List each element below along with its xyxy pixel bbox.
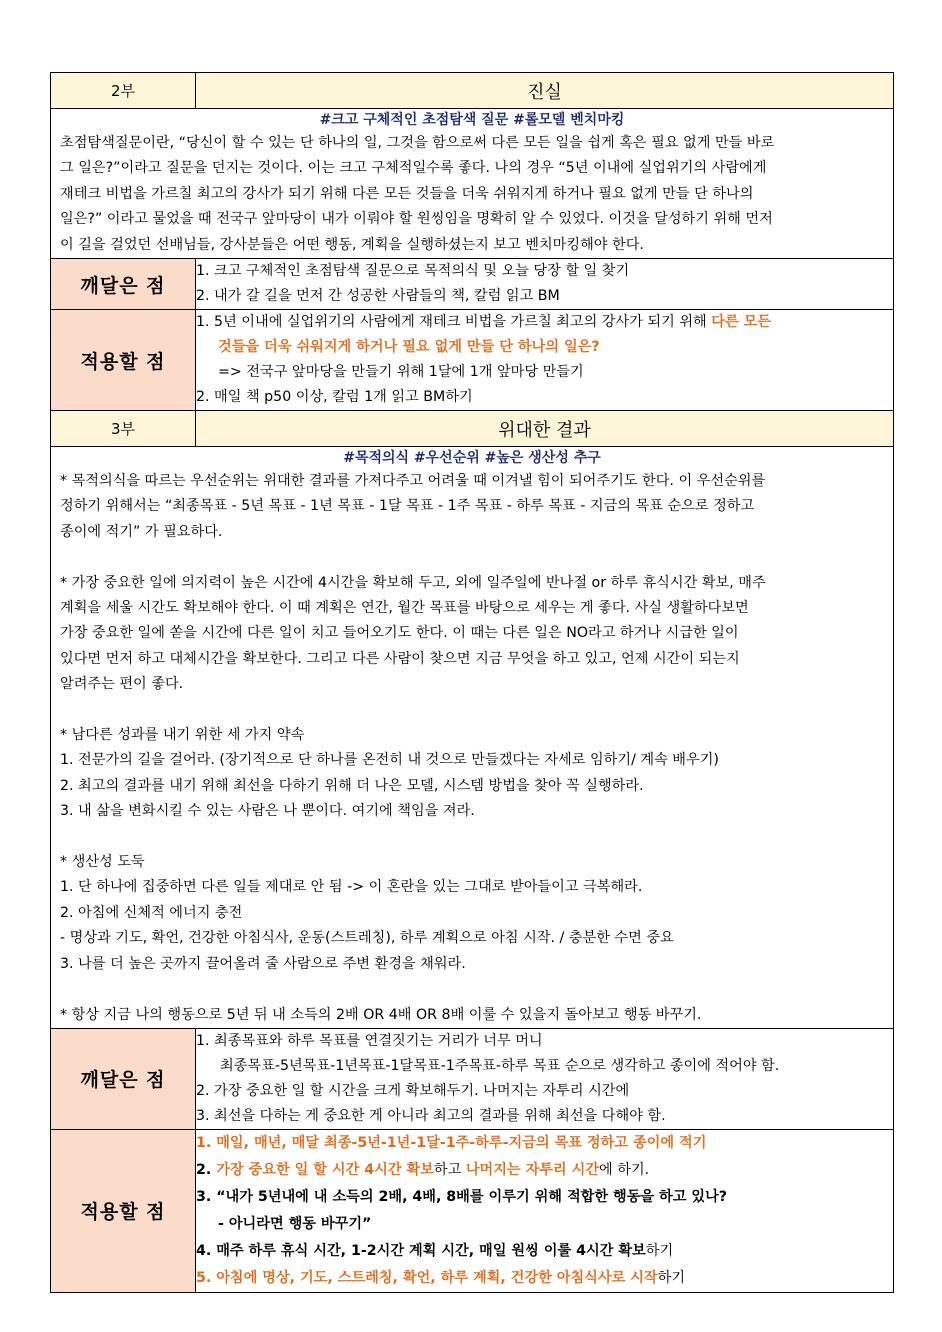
- part3-header-row: [51, 411, 894, 447]
- apply-item-4: [196, 1238, 893, 1265]
- part2-body-line: 일은?” 이라고 물었을 때 전국구 앞마당이 내가 이뤄야 할 원씽임을 명확히 알 수 있었다. 이것을 달성하기 위해 먼저: [60, 211, 773, 228]
- realization-item-sub: 최종목표-5년목표-1년목표-1달목표-1주목표-하루 목표 순으로 생각하고 종이에 적어야 함.: [220, 1057, 780, 1074]
- part2-label-cell: [51, 73, 196, 109]
- part2-body-line: 재테크 비법을 가르칠 최고의 강사가 되기 위해 다른 모든 것들을 더욱 쉬워지게 하거나 필요 없게 만들 단 하나의: [60, 185, 754, 202]
- part3-realization-items: [196, 1028, 894, 1129]
- apply-item-3: 3. “내가 5년내에 내 소득의 2배, 4배, 8배를 이루기 위해 적합한 행동을 하고 있나?: [196, 1188, 728, 1205]
- apply-item-2-highlight-a: 가장 중요한 일 할 시간 4시간 확보: [216, 1161, 434, 1178]
- part3-body-line: 1. 전문가의 길을 걸어라. (장기적으로 단 하나를 온전히 내 것으로 만들겠다는 자세로 임하기/ 계속 배우기): [60, 752, 719, 769]
- part3-realization-label: 깨달은 점: [51, 1028, 196, 1129]
- realization-item: 2. 가장 중요한 일 할 시간을 크게 확보해두기. 나머지는 자투리 시간에: [196, 1082, 630, 1099]
- part3-body-line: 가장 중요한 일에 쏟을 시간에 다른 일이 치고 들어오기도 한다. 이 때는 다른 일은 NO라고 하거나 시급한 일이: [60, 625, 739, 642]
- part3-realization-row: [51, 1028, 894, 1129]
- apply-item-5-highlight: 5. 아침에 명상, 기도, 스트레칭, 확언, 하루 계획, 건강한 아침식사로 시작: [196, 1269, 658, 1286]
- part3-body-line: * 생산성 도둑: [60, 854, 145, 871]
- part3-body-line: 알려주는 편이 좋다.: [60, 676, 184, 693]
- apply-item-1-highlight-cont: 것들을 더욱 쉬워지게 하거나 필요 없게 만들 단 하나의 일은?: [218, 339, 600, 356]
- part3-body: [51, 469, 893, 1028]
- apply-item-1: [196, 310, 893, 335]
- part3-body-line: * 목적의식을 따르는 우선순위는 위대한 결과를 가져다주고 어려울 때 이겨낼 힘이 되어주기도 한다. 이 우선순위를: [60, 473, 766, 490]
- reflection-document: [50, 72, 894, 1293]
- part2-body-line: 그 일은?”이라고 질문을 던지는 것이다. 이는 크고 구체적일수록 좋다. 나의 경우 “5년 이내에 실업위기의 사람에게: [60, 160, 767, 177]
- apply-item-3-sub: - 아니라면 행동 바꾸기”: [218, 1215, 372, 1232]
- part3-title-cell: [196, 411, 894, 447]
- part3-body-line: 정하기 위해서는 “최종목표 - 5년 목표 - 1년 목표 - 1달 목표 - 1주 목표 - 하루 목표 - 지금의 목표 순으로 정하고: [60, 498, 755, 515]
- part3-body-line: 있다면 먼저 하고 대체시간을 확보한다. 그리고 다른 사람이 찾으면 지금 무엇을 하고 있고, 언제 시간이 되는지: [60, 650, 740, 667]
- part2-realization-label: 깨달은 점: [51, 259, 196, 310]
- part3-tags: #목적의식 #우선순위 #높은 생산성 추구: [343, 450, 601, 467]
- apply-item-1: 1. 매일, 매년, 매달 최종-5년-1년-1달-1주-하루-지금의 목표 정하고 종이에 적기: [196, 1134, 707, 1151]
- part2-realization-row: [51, 259, 894, 310]
- part3-label: 3부: [110, 420, 136, 439]
- part2-section-title: 진실: [527, 81, 562, 103]
- apply-item-2-num: 2.: [196, 1161, 217, 1178]
- apply-item-2: [196, 1157, 893, 1184]
- part2-summary-cell: [51, 109, 894, 259]
- part2-label: 2부: [110, 82, 136, 100]
- part3-body-line: 2. 최고의 결과를 내기 위해 최선을 다하기 위해 더 나은 모델, 시스템 방법을 찾아 꼭 실행하라.: [60, 777, 644, 794]
- realization-item: 1. 최종목표와 하루 목표를 연결짓기는 거리가 너무 머니: [196, 1032, 543, 1049]
- part3-body-line: 종이에 적기” 가 필요하다.: [60, 523, 223, 540]
- apply-item-1-sub: => 전국구 앞마당을 만들기 위해 1달에 1개 앞마당 만들기: [218, 364, 584, 381]
- part3-body-line: * 가장 중요한 일에 의지력이 높은 시간에 4시간을 확보해 두고, 외에 일주일에 반나절 or 하루 휴식시간 확보, 매주: [60, 574, 766, 591]
- part3-apply-label: 적용할 점: [51, 1129, 196, 1292]
- part2-summary-row: [51, 109, 894, 259]
- apply-item-5-text: 하기: [657, 1269, 686, 1286]
- part2-body: [51, 131, 893, 258]
- part3-body-line: 2. 아침에 신체적 에너지 충전: [60, 904, 243, 921]
- apply-item-2: 2. 매일 책 p50 이상, 칼럼 1개 읽고 BM하기: [196, 389, 473, 406]
- part2-body-line: 초점탐색질문이란, “당신이 할 수 있는 단 하나의 일, 그것을 함으로써 다른 모든 일을 쉽게 혹은 필요 없게 만들 바로: [60, 135, 775, 151]
- part2-realization-items: [196, 259, 894, 310]
- part3-summary-row: [51, 447, 894, 1029]
- realization-item: 1. 크고 구체적인 초점탐색 질문으로 목적의식 및 오늘 당장 할 일 찾기: [196, 263, 630, 280]
- part3-apply-row: [51, 1129, 894, 1292]
- apply-item-1-cont: [196, 335, 893, 360]
- part2-body-line: 이 길을 걸었던 선배님들, 강사분들은 어떤 행동, 계획을 실행하셨는지 보고 벤치마킹해야 한다.: [60, 236, 644, 253]
- part3-body-line: * 남다른 성과를 내기 위한 세 가지 약속: [60, 727, 305, 744]
- part3-section-title: 위대한 결과: [498, 419, 591, 441]
- part2-apply-row: [51, 310, 894, 411]
- part2-title-cell: [196, 73, 894, 109]
- apply-item-1-text: 1. 5년 이내에 실업위기의 사람에게 재테크 비법을 가르칠 최고의 강사가 되기 위해: [196, 314, 712, 331]
- apply-item-4-bold: 4. 매주 하루 휴식 시간, 1-2시간 계획 시간, 매일 원씽 이룰 4시간 확보: [196, 1242, 646, 1259]
- part2-apply-label: 적용할 점: [51, 310, 196, 411]
- part3-body-line: 계획을 세울 시간도 확보해야 한다. 이 때 계획은 연간, 월간 목표를 바탕으로 세우는 게 좋다. 사실 생활하다보면: [60, 600, 749, 617]
- part3-body-line: 3. 내 삶을 변화시킬 수 있는 사람은 나 뿐이다. 여기에 책임을 져라.: [60, 803, 475, 820]
- apply-item-1-highlight: 다른 모든: [711, 314, 772, 331]
- part3-body-line: * 항상 지금 나의 행동으로 5년 뒤 내 소득의 2배 OR 4배 OR 8배 이룰 수 있을지 돌아보고 행동 바꾸기.: [60, 1006, 702, 1023]
- part3-apply-items: [196, 1129, 894, 1292]
- part3-body-line: 1. 단 하나에 집중하면 다른 일들 제대로 안 됨 -> 이 혼란을 있는 그대로 받아들이고 극복해라.: [60, 879, 643, 896]
- part3-summary-cell: [51, 447, 894, 1029]
- realization-item: 3. 최선을 다하는 게 중요한 게 아니라 최고의 결과를 위해 최선을 다해야 함.: [196, 1107, 666, 1124]
- part3-body-line: - 명상과 기도, 확언, 건강한 아침식사, 운동(스트레칭), 하루 계획으로 아침 시작. / 충분한 수면 중요: [60, 930, 674, 947]
- part3-label-cell: [51, 411, 196, 447]
- part2-apply-items: [196, 310, 894, 411]
- part2-header-row: [51, 73, 894, 109]
- part3-body-line: 3. 나를 더 높은 곳까지 끌어올려 줄 사람으로 주변 환경을 채워라.: [60, 955, 466, 972]
- apply-item-5: [196, 1265, 893, 1292]
- apply-item-2-text-d: 에 하기.: [599, 1161, 650, 1178]
- realization-item: 2. 내가 갈 길을 먼저 간 성공한 사람들의 책, 칼럼 읽고 BM: [196, 288, 560, 305]
- part2-tags: #크고 구체적인 초점탐색 질문 #롤모델 벤치마킹: [319, 112, 625, 128]
- apply-item-4-text: 하기: [645, 1242, 674, 1259]
- apply-item-2-highlight-c: 나머지는 자투리 시간: [465, 1161, 600, 1178]
- apply-item-2-text-b: 하고: [433, 1161, 466, 1178]
